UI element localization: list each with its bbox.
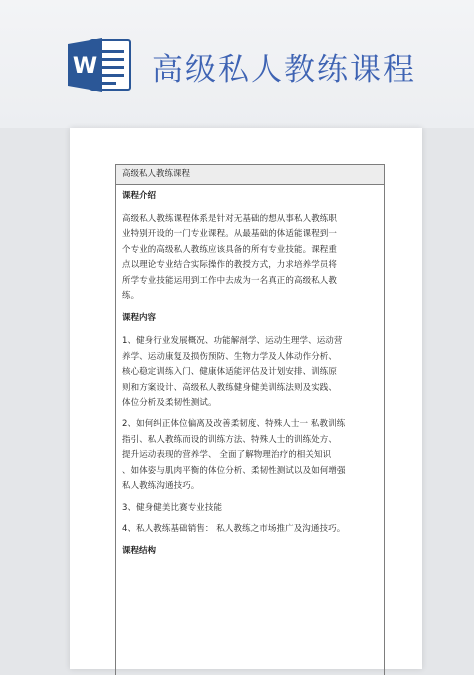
intro-line: 个专业的高级私人教练应该具备的所有专业技能。课程重: [122, 244, 338, 255]
intro-line: 高级私人教练课程体系是针对无基础的想从事私人教练职: [122, 214, 338, 224]
intro-heading: 课程介绍: [122, 191, 157, 201]
intro-line: 练。: [122, 291, 140, 302]
table-heading: 高级私人教练课程: [116, 165, 384, 185]
intro-line: 所学专业技能运用到工作中去成为一名真正的高级私人教: [122, 275, 338, 286]
content-item-4: [122, 522, 378, 537]
document-page: [70, 128, 422, 669]
content-heading: 课程内容: [122, 313, 157, 324]
structure-heading: 课程结构: [122, 546, 157, 557]
content-item-2: [122, 417, 378, 494]
svg-text:W: W: [72, 54, 98, 79]
item-line: 则和方案设计、高级私人教练健身健美训练法则及实践、: [122, 382, 338, 393]
item-line: 、如体姿与肌肉平衡的体位分析、柔韧性测试以及如何增强: [122, 465, 346, 476]
item-line: 4、私人教练基础销售： 私人教练之市场推广及沟通技巧。: [122, 523, 346, 534]
item-line: 2、如何纠正体位偏离及改善柔韧度、特殊人士一 私教训练: [122, 419, 346, 430]
intro-line: 业特别开设的一门专业课程。从最基础的体适能课程到一: [122, 229, 338, 240]
word-document-icon: [68, 36, 132, 94]
document-title: 高级私人教练课程: [152, 52, 416, 88]
item-line: 私人教练沟通技巧。: [122, 481, 200, 492]
table-body: [116, 185, 384, 559]
content-item-3: [122, 501, 378, 516]
item-line: 核心稳定训练入门、健康体适能评估及计划安排、训练原: [122, 367, 338, 378]
item-line: 体位分析及柔韧性测试。: [122, 398, 217, 409]
item-line: 1、健身行业发展概况、功能解剖学、运动生理学、运动营: [122, 336, 343, 347]
item-line: 指引、私人教练而设的训练方法、特殊人士的训练处方、: [122, 434, 338, 445]
intro-line: 点以理论专业结合实际操作的教授方式，力求培养学员将: [122, 260, 338, 271]
course-table: [115, 164, 385, 675]
item-line: 养学、运动康复及损伤预防、生物力学及人体动作分析、: [122, 351, 338, 362]
item-line: 3、健身健美比赛专业技能: [122, 502, 223, 513]
intro-paragraph: [122, 212, 378, 304]
item-line: 提升运动表现的营养学、 全面了解物理治疗的相关知识: [122, 450, 332, 461]
page-header: [0, 0, 474, 128]
content-item-1: [122, 334, 378, 411]
